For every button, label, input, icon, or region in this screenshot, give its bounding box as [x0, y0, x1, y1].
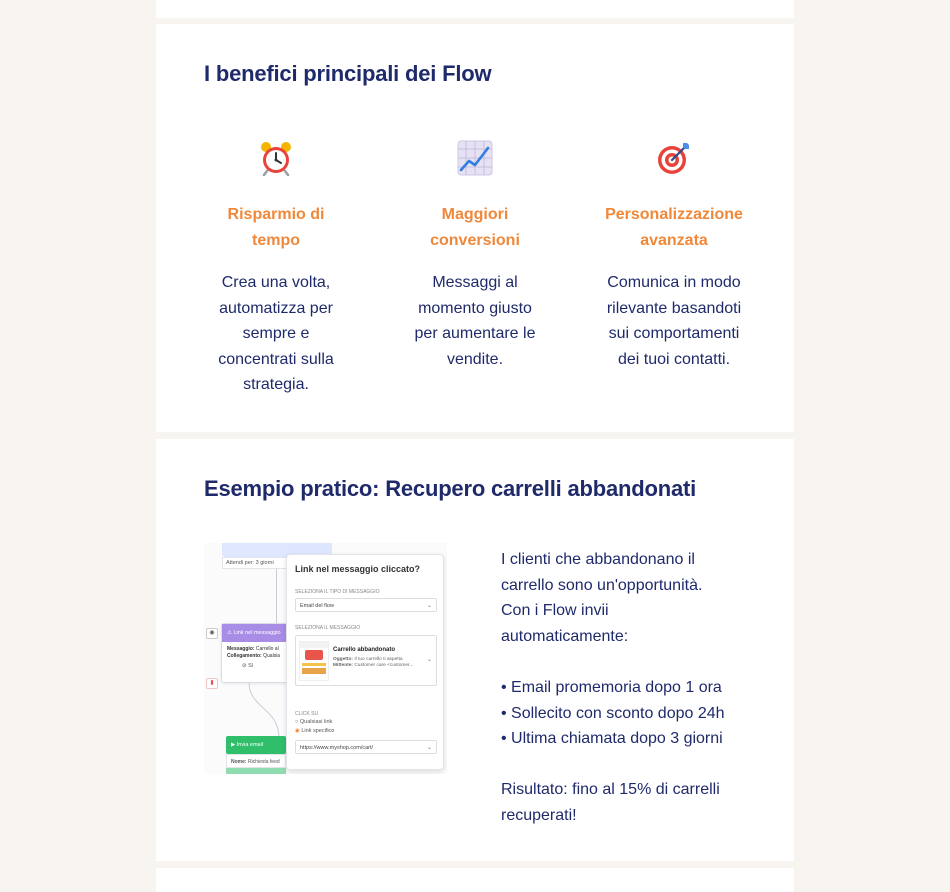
- direct-hit-target-icon: [594, 136, 754, 180]
- radio-specific-link[interactable]: ◉ Link specifico: [295, 728, 335, 734]
- panel-title: Link nel messaggio cliccato?: [295, 564, 421, 574]
- wait-node: Attendi per: 3 giorni: [222, 557, 292, 569]
- benefit-title: Personalizzazione avanzata: [605, 206, 743, 249]
- example-card: [156, 439, 794, 861]
- result-text: Risultato: fino al 15% di carrelli: [501, 781, 720, 799]
- branch-connector: [244, 683, 284, 738]
- email-thumbnail: [299, 641, 329, 681]
- benefit-time-saving: [196, 136, 356, 398]
- example-description: I clienti che abbandonano il carrello sono un'opportunità. Con i Flow invii automaticamente: • Email promemoria dopo 1 ora • Sollecito con sconto dopo 24h • Ultima chiamata dopo 3 giorni Risultato: fino al 15% di carrelli recuperati!: [501, 547, 761, 829]
- url-input[interactable]: https://www.myshop.com/cart/ ⌄: [295, 740, 437, 754]
- bullet-item: • Sollecito con sconto dopo 24h: [501, 704, 725, 722]
- bullet-item: • Email promemoria dopo 1 ora: [501, 678, 722, 696]
- benefit-title: Risparmio di tempo: [227, 206, 325, 249]
- node-footer-bar: [226, 768, 286, 774]
- benefit-conversions: [395, 136, 555, 372]
- result-text: recuperati!: [501, 806, 577, 824]
- trash-icon[interactable]: ▮: [206, 678, 218, 689]
- select-message-label: SELEZIONA IL MESSAGGIO: [295, 625, 361, 631]
- bullet-item: • Ultima chiamata dopo 3 giorni: [501, 730, 723, 748]
- send-email-details: Nome: Richiesta feed: [226, 754, 286, 768]
- connector-line: [276, 569, 277, 623]
- benefits-title: I benefici principali dei Flow: [204, 61, 492, 86]
- radio-any-link[interactable]: ○ Qualsiasi link: [295, 719, 333, 725]
- eye-icon[interactable]: ◉: [206, 628, 218, 639]
- message-select[interactable]: Carrello abbandonato Oggetto: Il tuo carrello ti aspetta Mittente: Customer care <customer... ⌄: [295, 635, 437, 686]
- condition-settings-panel: [286, 554, 444, 770]
- send-email-node[interactable]: ▶ Invia email: [226, 736, 286, 754]
- condition-node[interactable]: ⚠ Link nel messaggio Messaggio: Carrello al Collegamento: Qualsia ⊘ Sì: [221, 623, 291, 683]
- select-type-label: SELEZIONA IL TIPO DI MESSAGGIO: [295, 589, 380, 595]
- benefit-description: Crea una volta, automatizza per sempre e concentrati sulla strategia.: [218, 274, 334, 393]
- example-title: Esempio pratico: Recupero carrelli abbandonati: [204, 476, 697, 501]
- yes-branch-label: ⊘ Sì: [242, 663, 254, 669]
- message-name: Carrello abbandonato: [333, 647, 396, 653]
- condition-node-header: ⚠ Link nel messaggio: [222, 624, 290, 642]
- message-type-select[interactable]: Email del flow ⌄: [295, 598, 437, 612]
- flow-editor-screenshot: [204, 543, 447, 774]
- chart-increasing-icon: [395, 136, 555, 180]
- benefit-personalization: [594, 136, 754, 372]
- benefit-description: Messaggi al momento giusto per aumentare le vendite.: [414, 274, 536, 368]
- benefit-description: Comunica in modo rilevante basandoti sui comportamenti dei tuoi contatti.: [606, 274, 742, 368]
- benefit-title: Maggiori conversioni: [430, 206, 520, 249]
- chevron-down-icon: ⌄: [426, 745, 432, 751]
- benefits-card: [156, 24, 794, 432]
- chevron-down-icon: ⌄: [426, 657, 432, 663]
- bottom-card: [156, 868, 794, 892]
- top-card: [156, 0, 794, 18]
- click-on-label: CLICK SU: [295, 711, 319, 717]
- chevron-down-icon: ⌄: [426, 603, 432, 609]
- alarm-clock-icon: [196, 136, 356, 180]
